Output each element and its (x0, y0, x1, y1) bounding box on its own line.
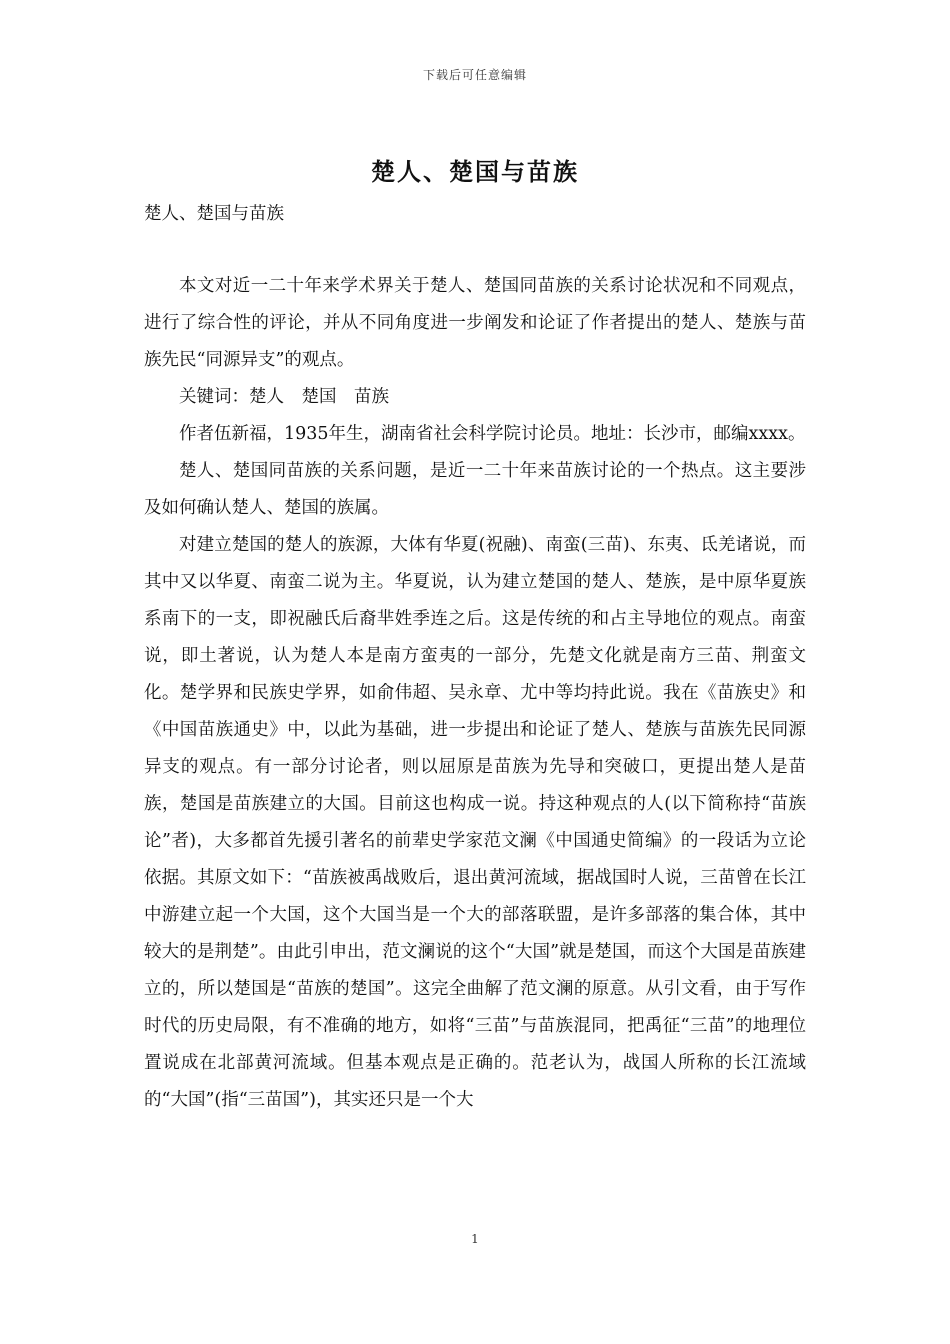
keywords-paragraph: 关键词：楚人 楚国 苗族 (179, 387, 389, 407)
author-info-paragraph: 作者伍新福，1935年生，湖南省社会科学院讨论员。地址：长沙市，邮编xxxx。 (179, 424, 806, 444)
page-number: 1 (471, 1232, 479, 1246)
body-paragraph: 对建立楚国的楚人的族源，大体有华夏(祝融)、南蛮(三苗)、东夷、氐羌诸说，而其中又以华夏、南蛮二说为主。华夏说，认为建立楚国的楚人、楚族，是中原华夏族系南下的一支，即祝融氏后裔芈姓季连之后。这是传统的和占主导地位的观点。南蛮说，即土著说，认为楚人本是南方蛮夷的一部分，先楚文化就是南方三苗、荆蛮文化。楚学界和民族史学界，如俞伟超、吴永章、尤中等均持此说。我在《苗族史》和《中国苗族通史》中，以此为基础，进一步提出和论证了楚人、楚族与苗族先民同源异支的观点。有一部分讨论者，则以屈原是苗族为先导和突破口，更提出楚人是苗族，楚国是苗族建立的大国。目前这也构成一说。持这种观点的人(以下简称持“苗族论”者)，大多都首先援引著名的前辈史学家范文澜《中国通史简编》的一段话为立论依据。其原文如下：“苗族被禹战败后，退出黄河流域，据战国时人说，三苗曾在长江中游建立起一个大国，这个大国当是一个大的部落联盟，是许多部落的集合体，其中较大的是荆楚”。由此引申出，范文澜说的这个“大国”就是楚国，而这个大国是苗族建立的，所以楚国是“苗族的楚国”。这完全曲解了范文澜的原意。从引文看，由于写作时代的历史局限，有不准确的地方，如将“三苗”与苗族混同，把禹征“三苗”的地理位置说成在北部黄河流域。但基本观点是正确的。范老认为，战国人所称的长江流域的“大国”(指“三苗国”)，其实还只是一个大 (144, 535, 806, 1110)
document-title: 楚人、楚国与苗族 (371, 157, 579, 186)
document-body (144, 268, 806, 1119)
header-note: 下载后可任意编辑 (422, 68, 527, 82)
document-subtitle: 楚人、楚国与苗族 (144, 204, 284, 224)
body-paragraph: 楚人、楚国同苗族的关系问题，是近一二十年来苗族讨论的一个热点。这主要涉及如何确认楚人、楚国的族属。 (144, 461, 806, 518)
abstract-paragraph: 本文对近一二十年来学术界关于楚人、楚国同苗族的关系讨论状况和不同观点，进行了综合性的评论，并从不同角度进一步阐发和论证了作者提出的楚人、楚族与苗族先民“同源异支”的观点。 (144, 276, 806, 370)
